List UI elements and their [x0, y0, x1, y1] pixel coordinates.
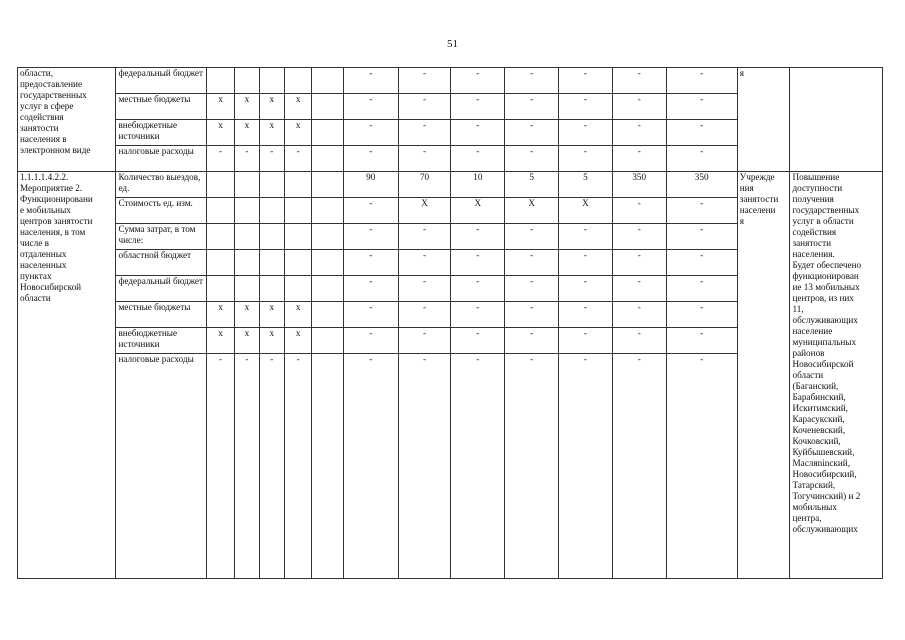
- blockA-mark-cell: [284, 68, 311, 94]
- blockB-value-cell: -: [451, 328, 505, 354]
- blockB-value-cell: -: [451, 250, 505, 276]
- blockB-mark-cell: х: [259, 302, 284, 328]
- blockA-value-cell: -: [666, 146, 737, 172]
- blockB-mark-cell: -: [259, 354, 284, 579]
- blockB-mark-cell: х: [284, 328, 311, 354]
- blockA-value-cell: -: [343, 120, 398, 146]
- blockA-empty-cell: [312, 94, 343, 120]
- blockB-mark-cell: х: [235, 302, 259, 328]
- blockB-row-label: местные бюджеты: [116, 302, 206, 328]
- blockB-mark-cell: [206, 250, 234, 276]
- blockB-mark-cell: х: [235, 328, 259, 354]
- blockB-mark-cell: [284, 224, 311, 250]
- blockB-mark-cell: [206, 224, 234, 250]
- blockB-empty-cell: [312, 172, 343, 198]
- blockA-mark-cell: х: [235, 94, 259, 120]
- blockB-mark-cell: [259, 276, 284, 302]
- blockB-value-cell: -: [451, 302, 505, 328]
- blockA-value-cell: -: [612, 94, 666, 120]
- blockB-value-cell: Х: [559, 198, 613, 224]
- blockB-row: [18, 172, 883, 198]
- blockB-value-cell: -: [343, 276, 398, 302]
- blockB-value-cell: -: [612, 224, 666, 250]
- blockA-value-cell: -: [612, 120, 666, 146]
- blockB-mark-cell: [206, 172, 234, 198]
- blockB-mark-cell: [284, 198, 311, 224]
- blockB-value-cell: Х: [398, 198, 451, 224]
- blockB-row-label: федеральный бюджет: [116, 276, 206, 302]
- budget-table: [17, 67, 883, 579]
- blockB-value-cell: -: [559, 250, 613, 276]
- blockB-value-cell: -: [398, 276, 451, 302]
- blockA-value-cell: -: [559, 146, 613, 172]
- blockA-value-cell: -: [612, 146, 666, 172]
- blockB-mark-cell: [235, 198, 259, 224]
- blockA-mark-cell: х: [235, 120, 259, 146]
- blockB-mark-cell: [284, 172, 311, 198]
- blockB-value-cell: -: [666, 328, 737, 354]
- blockB-mark-cell: [259, 172, 284, 198]
- blockB-mark-cell: [235, 224, 259, 250]
- blockA-value-cell: -: [559, 94, 613, 120]
- blockA-mark-cell: х: [284, 94, 311, 120]
- blockB-value-cell: 10: [451, 172, 505, 198]
- blockB-value-cell: 90: [343, 172, 398, 198]
- blockB-empty-cell: [312, 328, 343, 354]
- blockA-value-cell: -: [398, 146, 451, 172]
- blockB-mark-cell: [259, 198, 284, 224]
- blockA-value-cell: -: [505, 120, 559, 146]
- blockB-mark-cell: [235, 276, 259, 302]
- blockB-value-cell: -: [505, 276, 559, 302]
- blockB-mark-cell: [284, 276, 311, 302]
- blockB-row-label: Стоимость ед. изм.: [116, 198, 206, 224]
- blockA-responsible: я: [737, 68, 790, 172]
- blockA-row-label: налоговые расходы: [116, 146, 206, 172]
- blockB-row-label: внебюджетные источники: [116, 328, 206, 354]
- blockA-mark-cell: [259, 68, 284, 94]
- blockA-mark-cell: -: [235, 146, 259, 172]
- blockB-mark-cell: х: [206, 302, 234, 328]
- blockA-value-cell: -: [612, 68, 666, 94]
- blockA-value-cell: -: [343, 68, 398, 94]
- blockB-responsible: Учрежде ния занятости населени я: [737, 172, 790, 579]
- blockB-mark-cell: -: [284, 354, 311, 579]
- blockB-empty-cell: [312, 224, 343, 250]
- blockA-mark-cell: -: [259, 146, 284, 172]
- blockB-value-cell: -: [343, 302, 398, 328]
- blockB-row-label: Сумма затрат, в том числе:: [116, 224, 206, 250]
- blockB-value-cell: 5: [505, 172, 559, 198]
- blockA-mark-cell: х: [259, 120, 284, 146]
- blockB-mark-cell: [235, 250, 259, 276]
- blockA-value-cell: -: [398, 94, 451, 120]
- blockB-value-cell: -: [559, 354, 613, 579]
- blockB-value-cell: -: [666, 198, 737, 224]
- blockB-value-cell: -: [505, 354, 559, 579]
- blockA-value-cell: -: [398, 68, 451, 94]
- blockA-mark-cell: х: [206, 94, 234, 120]
- blockB-mark-cell: -: [235, 354, 259, 579]
- blockB-value-cell: -: [612, 250, 666, 276]
- blockB-value-cell: -: [559, 302, 613, 328]
- blockB-value-cell: -: [666, 276, 737, 302]
- blockB-value-cell: -: [343, 250, 398, 276]
- blockB-empty-cell: [312, 198, 343, 224]
- blockA-value-cell: -: [343, 146, 398, 172]
- blockA-row: [18, 68, 883, 94]
- blockB-value-cell: -: [343, 224, 398, 250]
- blockA-result: [790, 68, 883, 172]
- blockA-mark-cell: -: [206, 146, 234, 172]
- blockA-mark-cell: х: [206, 120, 234, 146]
- blockB-value-cell: -: [612, 328, 666, 354]
- blockB-mark-cell: х: [284, 302, 311, 328]
- blockB-value-cell: -: [398, 224, 451, 250]
- blockB-value-cell: -: [505, 328, 559, 354]
- blockB-mark-cell: [206, 276, 234, 302]
- blockB-row-label: налоговые расходы: [116, 354, 206, 579]
- blockB-value-cell: -: [559, 276, 613, 302]
- blockA-value-cell: -: [559, 120, 613, 146]
- blockA-row-label: федеральный бюджет: [116, 68, 206, 94]
- blockB-value-cell: 5: [559, 172, 613, 198]
- blockB-value-cell: -: [666, 250, 737, 276]
- blockA-value-cell: -: [398, 120, 451, 146]
- blockA-empty-cell: [312, 68, 343, 94]
- blockB-value-cell: -: [505, 224, 559, 250]
- blockB-mark-cell: [259, 224, 284, 250]
- blockB-value-cell: -: [666, 354, 737, 579]
- blockB-value-cell: -: [666, 224, 737, 250]
- blockA-mark-cell: [206, 68, 234, 94]
- blockB-value-cell: -: [451, 276, 505, 302]
- blockA-value-cell: -: [666, 68, 737, 94]
- blockA-empty-cell: [312, 146, 343, 172]
- blockB-empty-cell: [312, 276, 343, 302]
- blockA-value-cell: -: [505, 146, 559, 172]
- blockB-value-cell: 350: [666, 172, 737, 198]
- blockB-value-cell: -: [343, 198, 398, 224]
- blockB-mark-cell: х: [206, 328, 234, 354]
- blockB-value-cell: -: [666, 302, 737, 328]
- blockB-value-cell: -: [559, 328, 613, 354]
- blockB-value-cell: -: [398, 250, 451, 276]
- blockA-title: области, предоставление государственных услуг в сфере содействия занятости населения в электронном виде: [18, 68, 116, 172]
- blockB-value-cell: Х: [451, 198, 505, 224]
- blockB-row-label: областной бюджет: [116, 250, 206, 276]
- blockA-mark-cell: х: [284, 120, 311, 146]
- blockB-result: Повышение доступности получения государственных услуг в области содействия занятости населения. Будет обеспечено функционирован ие 13 мобильных центров, из них 11, обслуживающих население муниципальных районов Новосибирской области (Баганский, Барабинский, Искитимский, Карасукский, Коченевский, Кочковский, Куйбышевский, Масляninский, Новосибирский, Татарский, Тогучинский) и 2 мобильных центра, обслуживающих: [790, 172, 883, 579]
- blockB-value-cell: -: [505, 302, 559, 328]
- blockA-value-cell: -: [505, 68, 559, 94]
- blockB-value-cell: -: [451, 224, 505, 250]
- blockB-value-cell: -: [343, 354, 398, 579]
- blockA-value-cell: -: [451, 94, 505, 120]
- blockA-value-cell: -: [451, 120, 505, 146]
- blockB-value-cell: -: [398, 328, 451, 354]
- blockA-value-cell: -: [505, 94, 559, 120]
- blockB-mark-cell: -: [206, 354, 234, 579]
- blockB-value-cell: 350: [612, 172, 666, 198]
- blockB-value-cell: -: [612, 354, 666, 579]
- blockB-mark-cell: [235, 172, 259, 198]
- blockA-value-cell: -: [343, 94, 398, 120]
- blockA-value-cell: -: [666, 120, 737, 146]
- blockB-value-cell: -: [398, 302, 451, 328]
- blockB-value-cell: -: [451, 354, 505, 579]
- blockA-mark-cell: -: [284, 146, 311, 172]
- blockA-empty-cell: [312, 120, 343, 146]
- blockB-value-cell: -: [505, 250, 559, 276]
- blockB-value-cell: -: [343, 328, 398, 354]
- blockA-value-cell: -: [559, 68, 613, 94]
- blockB-value-cell: -: [559, 224, 613, 250]
- blockA-row-label: местные бюджеты: [116, 94, 206, 120]
- blockA-value-cell: -: [451, 146, 505, 172]
- blockA-value-cell: -: [666, 94, 737, 120]
- blockA-value-cell: -: [451, 68, 505, 94]
- blockB-row-label: Количество выездов, ед.: [116, 172, 206, 198]
- blockB-value-cell: 70: [398, 172, 451, 198]
- blockB-mark-cell: х: [259, 328, 284, 354]
- blockB-mark-cell: [206, 198, 234, 224]
- blockB-mark-cell: [284, 250, 311, 276]
- blockB-empty-cell: [312, 302, 343, 328]
- blockB-value-cell: -: [612, 198, 666, 224]
- blockB-value-cell: -: [612, 276, 666, 302]
- blockA-row-label: внебюджетные источники: [116, 120, 206, 146]
- blockB-value-cell: -: [612, 302, 666, 328]
- blockA-mark-cell: [235, 68, 259, 94]
- blockB-title: 1.1.1.1.4.2.2. Мероприятие 2. Функционировани е мобильных центров занятости населения, в том числе в отдаленных населенных пунктах Новосибирской области: [18, 172, 116, 579]
- blockB-value-cell: Х: [505, 198, 559, 224]
- blockB-value-cell: -: [398, 354, 451, 579]
- blockB-mark-cell: [259, 250, 284, 276]
- blockB-empty-cell: [312, 354, 343, 579]
- blockA-mark-cell: х: [259, 94, 284, 120]
- blockB-empty-cell: [312, 250, 343, 276]
- page-number: 51: [447, 38, 458, 50]
